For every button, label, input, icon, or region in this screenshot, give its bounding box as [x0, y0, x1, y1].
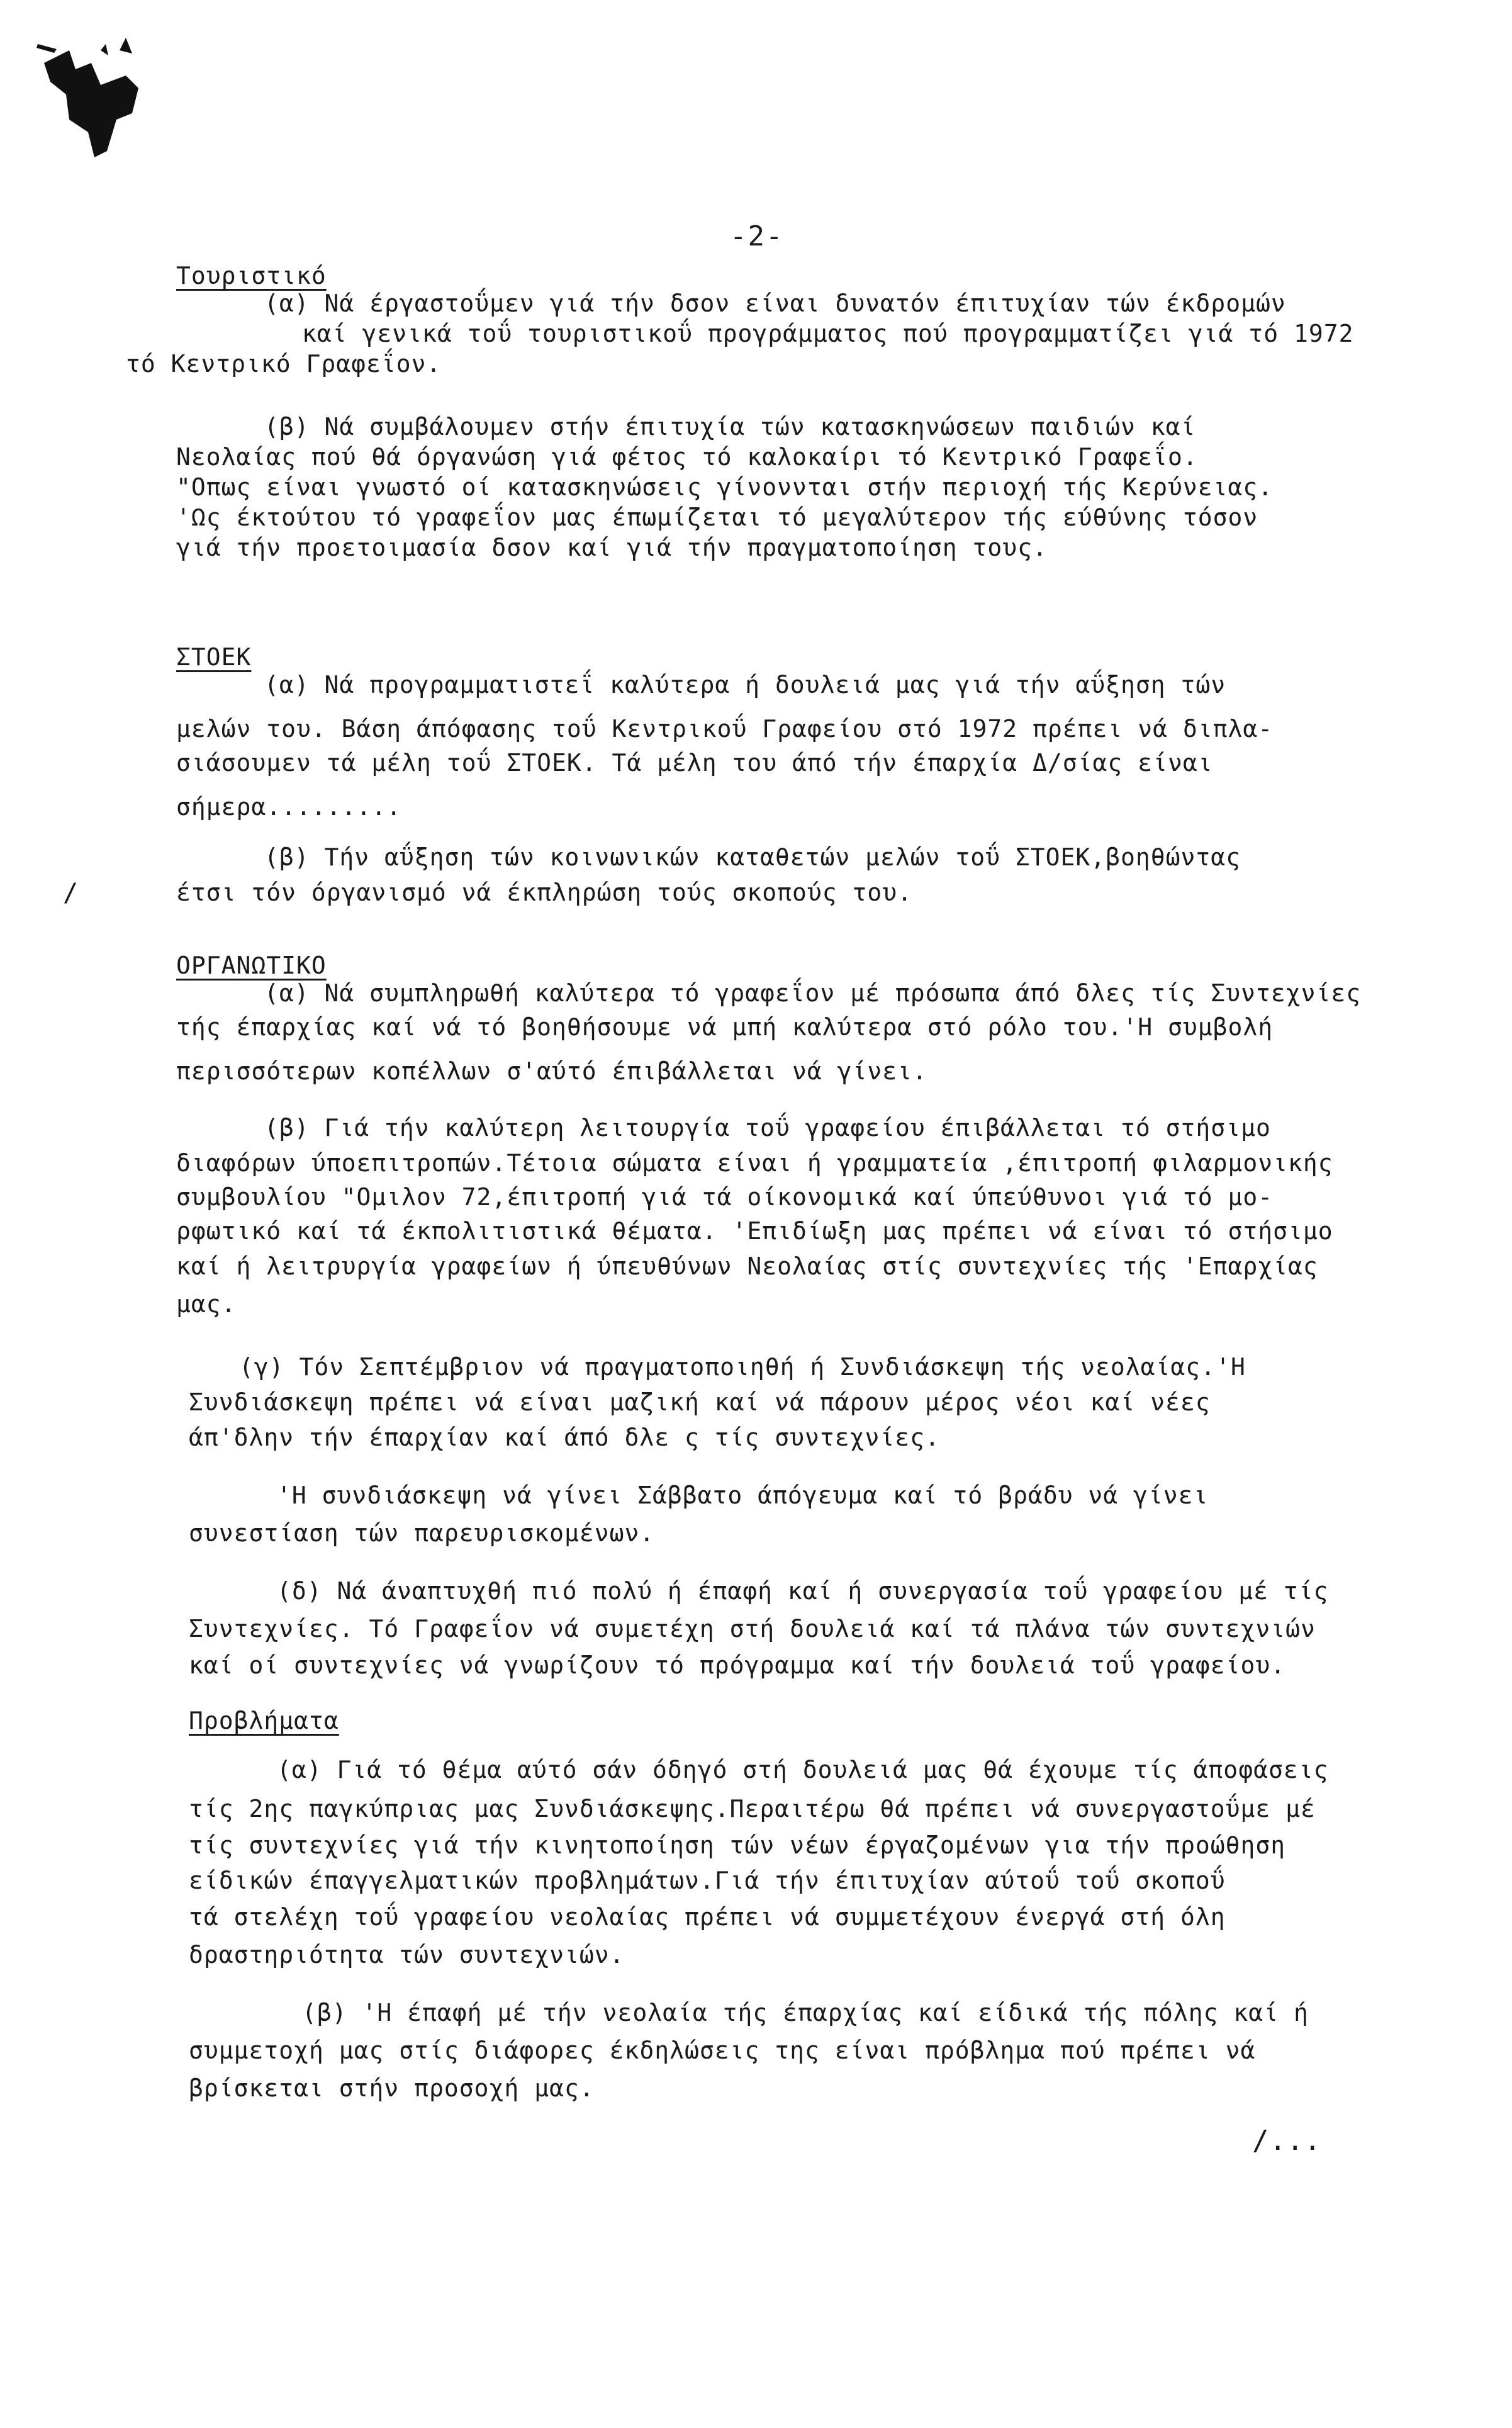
text-line: (α) Γιά τό θέμα αύτό σάν όδηγό στή δουλειά μας θά έχουμε τίς άποφάσεις — [277, 1756, 1329, 1784]
text-line: τίς 2ης παγκύπριας μας Συνδιάσκεψης.Περαιτέρω θά πρέπει νά συνεργαστοΰμε μέ — [189, 1795, 1316, 1823]
text-line: είδικών έπαγγελματικών προβλημάτων.Γιά τήν έπιτυχίαν αύτοΰ τοΰ σκοποΰ — [189, 1867, 1226, 1894]
text-line: συμβουλίου "Ομιλον 72,έπιτροπή γιά τά οίκονομικά καί ύπεύθυνοι γιά τό μο- — [176, 1183, 1274, 1211]
text-line: καί οί συντεχνίες νά γνωρίζουν τό πρόγραμμα καί τήν δουλειά τοΰ γραφείου. — [189, 1651, 1286, 1679]
text-line: (α) Νά προγραμματιστεΐ καλύτερα ή δουλειά μας γιά τήν αΰξηση τών — [264, 671, 1226, 699]
text-line: καί ή λειτρυργία γραφείων ή ύπευθύνων Νεολαίας στίς συντεχνίες τής 'Επαρχίας — [176, 1252, 1318, 1280]
text-line: ρφωτικό καί τά έκπολιτιστικά θέματα. 'Επιδίωξη μας πρέπει νά είναι τό στήσιμο — [176, 1217, 1333, 1245]
text-line: γιά τήν προετοιμασία δσον καί γιά τήν πραγματοποίηση τους. — [176, 534, 1048, 561]
text-line: συμμετοχή μας στίς διάφορες έκδηλώσεις της είναι πρόβλημα πού πρέπει νά — [189, 2037, 1256, 2064]
text-line: βρίσκεται στήν προσοχή μας. — [189, 2074, 595, 2102]
text-line: τής έπαρχίας καί νά τό βοηθήσουμε νά μπή καλύτερα στό ρόλο του.'Η συμβολή — [176, 1013, 1274, 1041]
section-heading-provlimata: Προβλήματα — [189, 1707, 339, 1734]
text-line: Συντεχνίες. Τό Γραφεΐον νά συμετέχη στή δουλειά καί τά πλάνα τών συντεχνιών — [189, 1615, 1316, 1643]
text-line: έτσι τόν όργανισμό νά έκπληρώση τούς σκοπούς του. — [176, 879, 913, 906]
text-line: τά στελέχη τοΰ γραφείου νεολαίας πρέπει νά συμμετέχουν ένεργά στή όλη — [189, 1903, 1226, 1931]
text-line: συνεστίαση τών παρευρισκομένων. — [189, 1519, 655, 1547]
text-line: 'Ως έκτούτου τό γραφεΐον μας έπωμίζεται τό μεγαλύτερον τής εύθύνης τόσον — [176, 503, 1258, 531]
text-line: άπ'δλην τήν έπαρχίαν καί άπό δλε ς τίς συντεχνίες. — [189, 1424, 940, 1451]
margin-tick-mark: / — [63, 879, 79, 908]
text-line: (β) Νά συμβάλουμεν στήν έπιτυχία τών κατασκηνώσεων παιδιών καί — [264, 413, 1196, 441]
ink-blot-mark — [31, 25, 157, 164]
text-line: σιάσουμεν τά μέλη τοΰ ΣΤΟΕΚ. Τά μέλη του άπό τήν έπαρχία Δ/σίας είναι — [176, 749, 1213, 777]
text-line: (β) 'Η έπαφή μέ τήν νεολαία τής έπαρχίας καί είδικά τής πόλης καί ή — [302, 1999, 1309, 2026]
text-line: περισσότερων κοπέλλων σ'αύτό έπιβάλλεται νά γίνει. — [176, 1057, 927, 1085]
page-number: -2- — [730, 220, 784, 252]
text-line: (δ) Νά άναπτυχθή πιό πολύ ή έπαφή καί ή συνεργασία τοΰ γραφείου μέ τίς — [277, 1577, 1329, 1605]
text-line: καί γενικά τοΰ τουριστικοΰ προγράμματος πού προγραμματίζει γιά τό 1972 — [302, 320, 1354, 347]
text-line: μελών του. Βάση άπόφασης τοΰ Κεντρικοΰ Γραφείου στό 1972 πρέπει νά διπλα- — [176, 715, 1274, 743]
text-line: 'Η συνδιάσκεψη νά γίνει Σάββατο άπόγευμα καί τό βράδυ νά γίνει — [277, 1481, 1209, 1509]
text-line: δραστηριότητα τών συντεχνιών. — [189, 1941, 625, 1969]
text-line: διαφόρων ύποεπιτροπών.Τέτοια σώματα είναι ή γραμματεία ,έπιτροπή φιλαρμονικής — [176, 1149, 1333, 1177]
text-line: σήμερα......... — [176, 793, 402, 821]
text-line: (γ) Τόν Σεπτέμβριον νά πραγματοποιηθή ή Συνδιάσκεψη τής νεολαίας.'Η — [239, 1353, 1246, 1381]
text-line: Νεολαίας πού θά όργανώση γιά φέτος τό καλοκαίρι τό Κεντρικό Γραφεΐο. — [176, 443, 1198, 471]
text-line: "Οπως είναι γνωστό οί κατασκηνώσεις γίνοννται στήν περιοχή τής Κερύνειας. — [176, 473, 1274, 501]
text-line: τίς συντεχνίες γιά τήν κινητοποίηση τών νέων έργαζομένων για τήν προώθηση — [189, 1831, 1286, 1859]
section-heading-organotiko: ΟΡΓΑΝΩΤΙΚΟ — [176, 952, 327, 979]
text-line: (β) Τήν αΰξηση τών κοινωνικών καταθετών μελών τοΰ ΣΤΟΕΚ,βοηθώντας — [264, 843, 1241, 871]
text-line: τό Κεντρικό Γραφεΐον. — [126, 350, 442, 378]
text-line: Συνδιάσκεψη πρέπει νά είναι μαζική καί νά πάρουν μέρος νέοι καί νέες — [189, 1388, 1211, 1416]
text-line: (β) Γιά τήν καλύτερη λειτουργία τοΰ γραφείου έπιβάλλεται τό στήσιμο — [264, 1114, 1271, 1142]
section-heading-stoek: ΣΤΟΕΚ — [176, 643, 252, 671]
continuation-mark: /... — [1252, 2125, 1321, 2157]
text-line: (α) Νά έργαστοΰμεν γιά τήν δσον είναι δυνατόν έπιτυχίαν τών έκδρομών — [264, 289, 1286, 317]
section-heading-touristiko: Τουριστικό — [176, 262, 327, 289]
text-line: μας. — [176, 1290, 237, 1318]
text-line: (α) Νά συμπληρωθή καλύτερα τό γραφεΐον μέ πρόσωπα άπό δλες τίς Συντεχνίες — [264, 979, 1362, 1007]
